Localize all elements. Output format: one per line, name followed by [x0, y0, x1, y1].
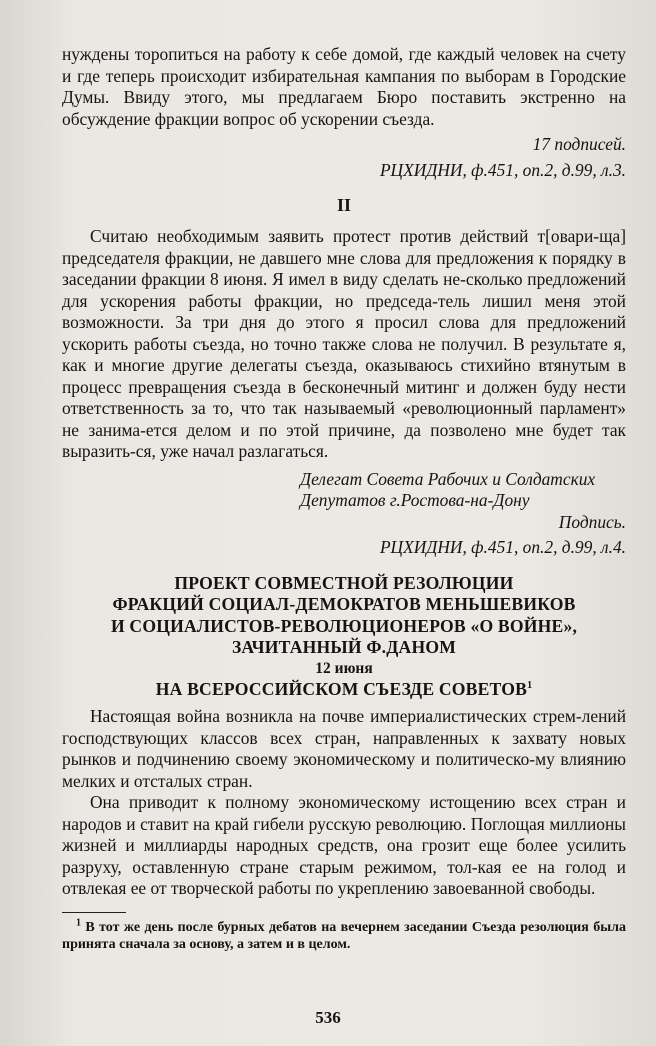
title-line-1: ПРОЕКТ СОВМЕСТНОЙ РЕЗОЛЮЦИИ — [174, 572, 514, 593]
delegate-line-1: Делегат Совета Рабочих и Солдатских — [300, 468, 596, 489]
signature-count: 17 подписей. — [532, 134, 626, 154]
footnote-text: В тот же день после бурных дебатов на вечернем заседании Съезда резолюция была принята сначала за основу, а затем и в целом. — [62, 919, 626, 952]
resolution-title — [62, 573, 626, 701]
title-line-5-text: НА ВСЕРОССИЙСКОМ СЪЕЗДЕ СОВЕТОВ — [155, 678, 528, 699]
section-numeral: II — [336, 195, 351, 215]
delegate-line-2: Депутатов г.Ростова-на-Дону — [300, 490, 530, 510]
footnote — [62, 916, 626, 954]
resolution-paragraph-1: Настоящая война возникла на почве империалистических стрем-лений господствующих классов всех стран, направленных к захвату новых рынков и подчинению своему экономическому и политическо-му влиянию мелких и отсталых стран. — [62, 706, 626, 791]
title-line-4: ЗАЧИТАННЫЙ Ф.ДАНОМ — [231, 637, 457, 657]
title-line-2: ФРАКЦИЙ СОЦИАЛ-ДЕМОКРАТОВ МЕНЬШЕВИКОВ — [112, 594, 576, 614]
title-line-5 — [62, 679, 626, 701]
footnote-divider — [62, 912, 126, 913]
archive-reference-2: РЦХИДНИ, ф.451, оп.2, д.99, л.4. — [379, 537, 626, 557]
footnote-mark: 1 — [76, 916, 81, 928]
resolution-paragraph-2: Она приводит к полному экономическому истощению всех стран и народов и ставит на край гибели русскую революцию. Поглощая миллионы жизней и миллиарды народных средств, она грозит еще более усилить разруху, оставленную стране старым режимом, тол-кая ее на голод и отвлекая ее от творческой работы по укреплению завоеванной свободы. — [62, 792, 626, 898]
signature-note: Подпись. — [558, 511, 626, 532]
archive-reference-1: РЦХИДНИ, ф.451, оп.2, д.99, л.3. — [379, 159, 626, 180]
continuation-paragraph: нуждены торопиться на работу к себе домой, где каждый человек на счету и где теперь происходит избирательная кампания по выборам в Городские Думы. Ввиду этого, мы предлагаем Бюро поставить экстренно на обсуждение фракции вопрос об ускорении съезда. — [62, 44, 626, 129]
title-line-3: И СОЦИАЛИСТОВ-РЕВОЛЮЦИОНЕРОВ «О ВОЙНЕ», — [110, 615, 578, 636]
footnote-reference: 1 — [527, 679, 533, 691]
protest-paragraph: Считаю необходимым заявить протест против действий т[овари-ща] председателя фракции, не давшего мне слова для предложения к порядку в заседании фракции 8 июня. Я имел в виду сделать не-сколько предложений для ускорения работы фракции, но председа-тель лишил меня этой возможности. За три дня до этого я просил слова для предложений ускорить работы съезда, но точно также слова не получил. В результате я, как и многие другие делегаты съезда, оказываюсь стихийно втянутым в процесс превращения съезда в бесконечный митинг и должен буду нести ответственность за то, что так называемый «революционный парламент» не занима-ется делом и по этой причине, да позволено мне будет так выразить-ся, уже начал разлагаться. — [62, 226, 626, 461]
page-number: 536 — [315, 1008, 341, 1027]
resolution-date: 12 июня — [315, 659, 373, 677]
